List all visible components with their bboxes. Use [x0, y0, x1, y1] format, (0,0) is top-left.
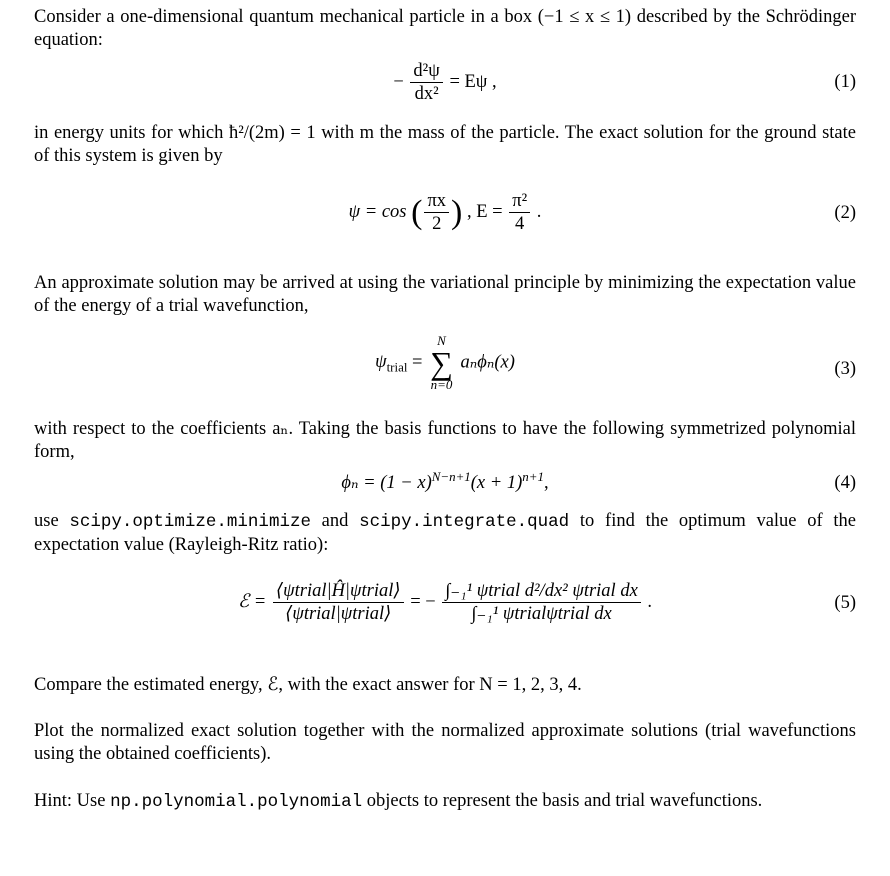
eq5-fraction-integral: $\frac{\text{∫₋₁¹ ψtrial d²/dx² ψtrial dx}}{\text{∫₋₁¹ ψtrialψtrial dx}}$ [442, 580, 640, 625]
eq1-rhs: = Eψ , [449, 71, 497, 92]
eq1-sign: − [393, 71, 404, 92]
eq3-lhs: $\psi_{trial}$ [375, 352, 408, 375]
equation-3: $\psi_{trial}$ = N ∑ n=0 aₙϕₙ(x) (3) [375, 333, 856, 392]
paragraph-intro: Consider a one-dimensional quantum mechanical particle in a box (−1 ≤ x ≤ 1) described by the Schrödinger equation: [34, 7, 856, 50]
eq3-body: aₙϕₙ(x) [460, 352, 515, 373]
eq2-mid: , E = [467, 201, 503, 222]
eq2-fraction-arg: $\frac{\pi x}{2}$ [424, 190, 449, 235]
eq2-fraction-energy: $\frac{\text{π²}}{4}$ [509, 190, 530, 235]
equation-number-3: (3) [834, 359, 856, 379]
paragraph-plot: Plot the normalized exact solution together with the normalized approximate solutions (trial wavefunctions using the obtained coefficients). [34, 721, 856, 764]
equation-1 [34, 56, 856, 116]
paragraph-compare: Compare the estimated energy, ℰ, with the exact answer for N = 1, 2, 3, 4. [34, 675, 582, 695]
eq2-lhs: ψ = cos [348, 201, 407, 222]
eq1-fraction: $\frac{\text{d²ψ}}{\text{dx²}}$ [410, 60, 442, 105]
equation-4: $\phi_n = (1 - x)^{N-n+1}(x + 1)^{n+1}$, (4) [341, 468, 856, 493]
equation-number-5: (5) [834, 593, 856, 613]
equation-5: ℰ = $\frac{\text{⟨ψtrial|Ĥ|ψtrial⟩}}{\text{⟨ψtrial|ψtrial⟩}}$ = − $\frac{\text{∫₋₁¹ ψtrial d²/dx² ψtrial dx}}{\text{∫₋₁¹ ψtrialψtrial dx}}$ . (5) [237, 581, 856, 624]
code-scipy-quad: scipy.integrate.quad [359, 512, 570, 532]
equation-number-1: (1) [834, 72, 856, 92]
paragraph-hint: Hint: Use np.polynomial.polynomial objects to represent the basis and trial wavefunctions. [34, 791, 763, 812]
eq5-fraction-braket: $\frac{\text{⟨ψtrial|Ĥ|ψtrial⟩}}{\text{⟨ψtrial|ψtrial⟩}}$ [273, 580, 404, 625]
eq3-summation: N ∑ n=0 [430, 333, 453, 392]
equation-number-4: (4) [834, 473, 856, 493]
equation-number-2: (2) [834, 203, 856, 223]
paragraph-variational: An approximate solution may be arrived at using the variational principle by minimizing the expectation value of the energy of a trial wavefunction, [34, 273, 856, 316]
paragraph-scipy: use scipy.optimize.minimize and scipy.integrate.quad to find the optimum value of the expectation value (Rayleigh-Ritz ratio): [34, 511, 856, 555]
code-scipy-minimize: scipy.optimize.minimize [69, 512, 311, 532]
code-np-polynomial: np.polynomial.polynomial [110, 792, 363, 812]
paragraph-basis: with respect to the coefficients aₙ. Taking the basis functions to have the following symmetrized polynomial form, [34, 419, 856, 462]
paragraph-units: in energy units for which ħ²/(2m) = 1 with m the mass of the particle. The exact solution for the ground state of this system is given by [34, 123, 856, 166]
equation-2: ψ = cos ( $\frac{\pi x}{2}$ ) , E = $\frac{\text{π²}}{4}$ . (2) [348, 191, 856, 234]
